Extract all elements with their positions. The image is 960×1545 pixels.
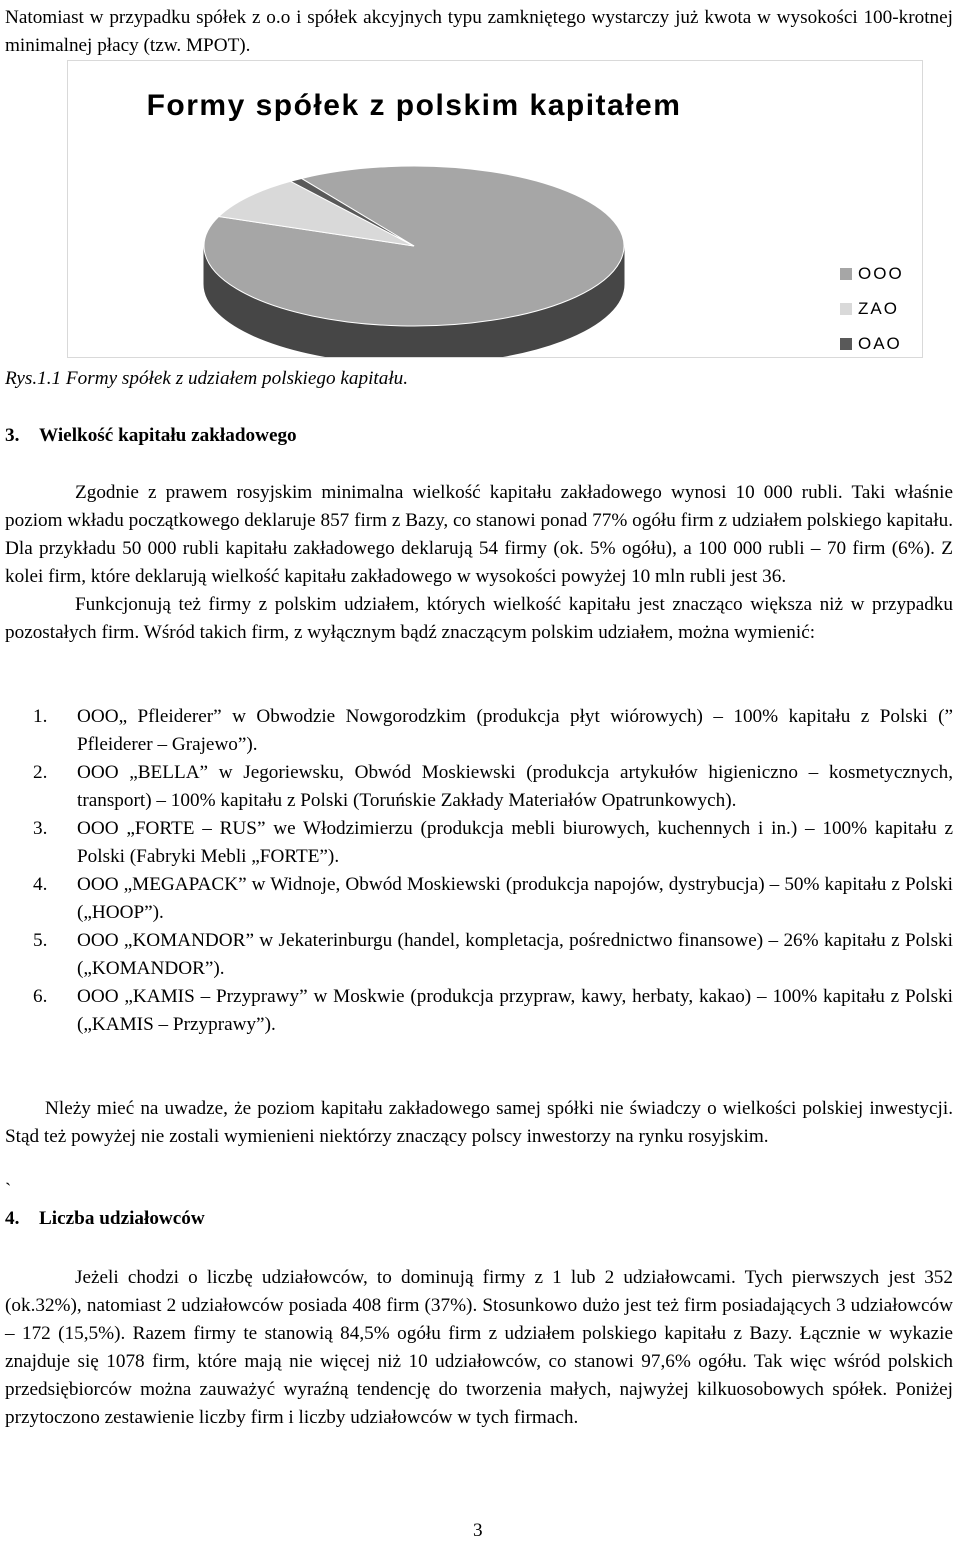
legend-swatch-ooo [840,268,852,280]
list-item-text: OOO „BELLA” w Jegoriewsku, Obwód Moskiewski (produkcja artykułów higieniczno – kosmetycznych, transport) – 100% kapitału z Polski (Toruńskie Zakłady Materiałów Opatrunkowych). [77,762,953,811]
list-item-text: OOO „MEGAPACK” w Widnoje, Obwód Moskiewski (produkcja napojów, dystrybucja) – 50% kapitału z Polski („HOOP”). [77,874,953,923]
paragraph-capital: Zgodnie z prawem rosyjskim minimalna wielkość kapitału zakładowego wynosi 10 000 rubli. Taki właśnie poziom wkładu początkowego deklaruje 857 firm z Bazy, co stanowi ponad 77% ogółu firm z udziałem polskiego kapitału. Dla przykładu 50 000 rubli kapitału zakładowego deklarują 54 firmy (ok. 5% ogółu), a 100 000 rubli – 70 firm (6%). Z kolei firm, które deklarują wielkość kapitału zakładowego w wysokości powyżej 10 mln rubli jest 36. [5,482,953,587]
chart-legend [840,256,904,361]
list-item-text: OOO „KAMIS – Przyprawy” w Moskwie (produkcja przypraw, kawy, herbaty, kakao) – 100% kapitału z Polski („KAMIS – Przyprawy”). [77,986,953,1035]
figure-caption: Rys.1.1 Formy spółek z udziałem polskiego kapitału. [5,368,409,389]
legend-swatch-zao [840,303,852,315]
pie-chart-canvas [68,61,922,357]
section-title-4: Liczba udziałowców [39,1208,205,1229]
legend-item-zao [840,291,904,326]
section-4-body [5,1264,953,1432]
section-number-4: 4. [5,1208,20,1229]
paragraph-shareholders: Jeżeli chodzi o liczbę udziałowców, to dominują firmy z 1 lub 2 udziałowcami. Tych pierwszych jest 352 (ok.32%), natomiast 2 udziałowców posiada 408 firm (37%). Stosunkowo dużo jest też firm posiadających 3 udziałowców – 172 (15,5%). Razem firmy te stanowią 84,5% ogółu firm z udziałem polskiego kapitału z Bazy. Łącznie w wykazie znajduje się 1078 firm, które mają nie więcej niż 10 udziałowców, co stanowi 97,6% ogółu. Tak więc wśród polskich przedsiębiorców można zauważyć wyraźną tendencję do tworzenia małych, najwyżej kilkuosobowych spółek. Poniżej przytoczono zestawienie liczby firm i liczby udziałowców w tych firmach. [5,1267,953,1428]
list-item-text: OOO „KOMANDOR” w Jekaterinburgu (handel, kompletacja, pośrednictwo finansowe) – 26% kapitału z Polski („KOMANDOR”). [77,930,953,979]
section-3-note [5,1095,953,1151]
list-item [5,983,953,1039]
list-item [5,815,953,871]
legend-label-ooo: OOO [858,263,904,283]
legend-label-zao: ZAO [858,298,899,318]
legend-label-oao: OAO [858,333,902,353]
section-title-3: Wielkość kapitału zakładowego [39,425,297,446]
list-item-number: 1. [33,706,48,727]
page-number: 3 [473,1520,483,1541]
stray-mark: ` [5,1180,12,1201]
list-item-number: 2. [33,762,48,783]
legend-item-ooo [840,256,904,291]
legend-swatch-oao [840,338,852,350]
chart-title: Formy spółek z polskim kapitałem [146,89,682,122]
section-heading-4 [5,1208,205,1230]
section-number-3: 3. [5,425,20,446]
section-3-body [5,479,953,647]
list-item-number: 6. [33,986,48,1007]
list-item [5,871,953,927]
pie-chart [67,60,923,358]
intro-paragraph: Natomiast w przypadku spółek z o.o i spółek akcyjnych typu zamkniętego wystarczy już kwota w wysokości 100-krotnej minimalnej płacy (tzw. MPOT). [5,7,953,56]
list-item [5,703,953,759]
paragraph-companies-intro: Funkcjonują też firmy z polskim udziałem, których wielkość kapitału jest znacząco większa niż w przypadku pozostałych firm. Wśród takich firm, z wyłącznym bądź znaczącym polskim udziałem, można wymienić: [5,594,953,643]
legend-item-oao [840,326,904,361]
list-item [5,927,953,983]
list-item-number: 4. [33,874,48,895]
list-item [5,759,953,815]
paragraph-note: Nleży mieć na uwadze, że poziom kapitału zakładowego samej spółki nie świadczy o wielkości polskiej inwestycji. Stąd też powyżej nie zostali wymienieni niektórzy znaczący polscy inwestorzy na rynku rosyjskim. [5,1098,953,1147]
list-item-text: OOO„ Pfleiderer” w Obwodzie Nowgorodzkim (produkcja płyt wiórowych) – 100% kapitału z Polski (” Pfleiderer – Grajewo”). [77,706,953,755]
section-heading-3 [5,425,297,447]
list-item-number: 3. [33,818,48,839]
list-item-number: 5. [33,930,48,951]
company-list [5,703,953,1039]
list-item-text: OOO „FORTE – RUS” we Włodzimierzu (produkcja mebli biurowych, kuchennych i in.) – 100% kapitału z Polski (Fabryki Mebli „FORTE”). [77,818,953,867]
